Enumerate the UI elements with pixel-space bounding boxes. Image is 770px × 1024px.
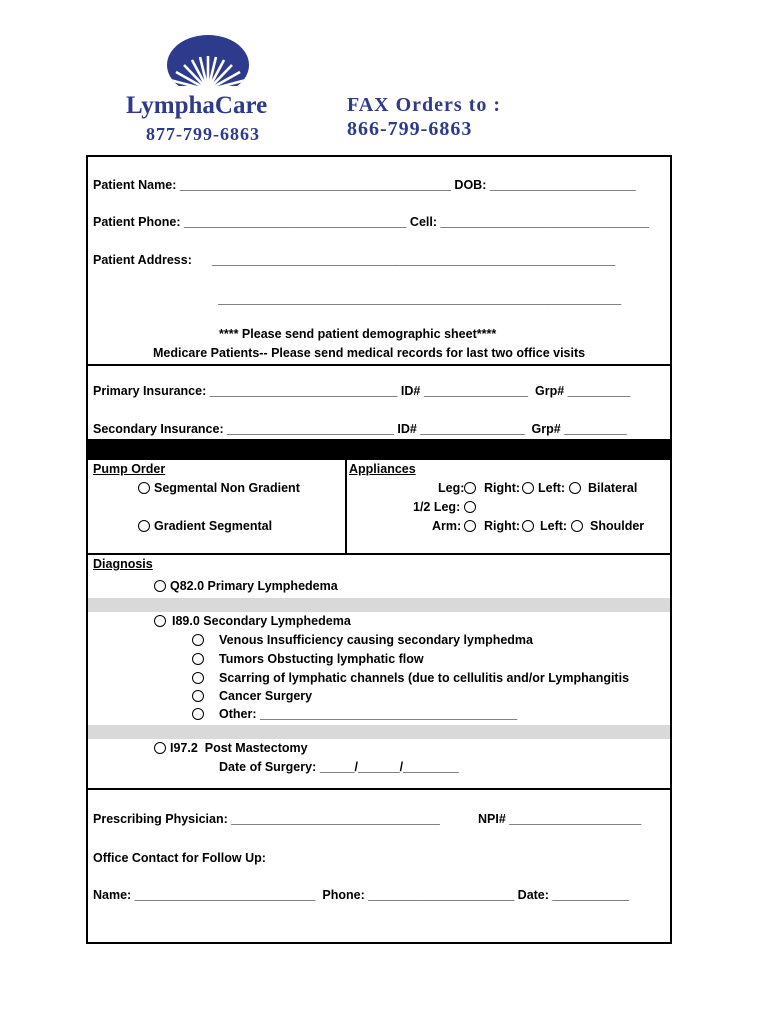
fax-number: 866-799-6863 — [347, 118, 473, 140]
tumors-radio[interactable] — [192, 653, 204, 665]
scarring-label: Scarring of lymphatic channels (due to cellulitis and/or Lymphangitis — [219, 671, 630, 685]
tumors-label: Tumors Obstucting lymphatic flow — [219, 652, 424, 666]
logo — [166, 34, 250, 96]
other-radio[interactable] — [192, 708, 204, 720]
venous-label: Venous Insufficiency causing secondary lymphedma — [219, 633, 533, 647]
brand-phone: 877-799-6863 — [146, 124, 260, 144]
fax-label: FAX Orders to : — [347, 94, 502, 116]
arm-left-label: Left: — [540, 519, 568, 533]
venous-radio[interactable] — [192, 634, 204, 646]
cancer-surgery-label: Cancer Surgery — [219, 689, 313, 703]
brand-name: LymphaCare — [126, 92, 268, 119]
primary-insurance-field[interactable]: Primary Insurance: ___________________________ ID# _______________ Grp# _________ — [93, 384, 631, 398]
i97-radio[interactable] — [154, 742, 166, 754]
i89-radio[interactable] — [154, 615, 166, 627]
cancer-surgery-radio[interactable] — [192, 690, 204, 702]
other-field[interactable]: Other: _____________________________________ — [219, 707, 518, 721]
leg-right-radio[interactable] — [522, 482, 534, 494]
appliances-heading: Appliances — [349, 462, 416, 476]
arm-left-radio[interactable] — [571, 520, 583, 532]
divider-after-patient — [86, 364, 672, 366]
half-leg-radio[interactable] — [464, 501, 476, 513]
gradient-segmental-radio[interactable] — [138, 520, 150, 532]
secondary-insurance-field[interactable]: Secondary Insurance: ________________________ ID# _______________ Grp# _________ — [93, 422, 627, 436]
divider-after-diagnosis — [86, 788, 672, 790]
leg-left-radio[interactable] — [569, 482, 581, 494]
leg-label: Leg: — [438, 481, 465, 495]
segmental-non-gradient-label: Segmental Non Gradient — [154, 481, 300, 495]
npi-field[interactable]: NPI# ___________________ — [478, 812, 642, 826]
pump-appliance-divider — [345, 460, 347, 554]
medicare-note: Medicare Patients-- Please send medical records for last two office visits — [153, 346, 586, 360]
divider-after-pump — [86, 553, 672, 555]
shoulder-label: Shoulder — [590, 519, 645, 533]
arm-radio[interactable] — [464, 520, 476, 532]
office-contact-label: Office Contact for Follow Up: — [93, 851, 266, 865]
half-leg-label: 1/2 Leg: — [413, 500, 461, 514]
patient-name-field[interactable]: Patient Name: _______________________________________ DOB: _____________________ — [93, 178, 636, 192]
surgery-date-field[interactable]: Date of Surgery: _____/______/________ — [219, 760, 459, 774]
arm-right-radio[interactable] — [522, 520, 534, 532]
leg-radio[interactable] — [464, 482, 476, 494]
leg-right-label: Right: — [484, 481, 521, 495]
patient-address-label: Patient Address: — [93, 253, 192, 267]
patient-address-line2[interactable]: __________________________________________________________ — [218, 292, 622, 306]
bilateral-label: Bilateral — [588, 481, 638, 495]
diagnosis-heading: Diagnosis — [93, 557, 153, 571]
prescribing-physician-field[interactable]: Prescribing Physician: ______________________________ — [93, 812, 440, 826]
patient-address-line1[interactable]: __________________________________________________________ — [212, 253, 616, 267]
gray-band-1 — [88, 598, 670, 612]
contact-name-phone-date-field[interactable]: Name: __________________________ Phone: _____________________ Date: ___________ — [93, 888, 629, 902]
i89-label: I89.0 Secondary Lymphedema — [172, 614, 351, 628]
q82-label: Q82.0 Primary Lymphedema — [170, 579, 338, 593]
arm-right-label: Right: — [484, 519, 521, 533]
i97-label: I97.2 Post Mastectomy — [170, 741, 308, 755]
gradient-segmental-label: Gradient Segmental — [154, 519, 273, 533]
patient-phone-field[interactable]: Patient Phone: ________________________________ Cell: ______________________________ — [93, 215, 650, 229]
segmental-non-gradient-radio[interactable] — [138, 482, 150, 494]
leg-left-label: Left: — [538, 481, 566, 495]
pump-order-heading: Pump Order — [93, 462, 166, 476]
logo-sunburst-icon — [166, 34, 250, 96]
demographic-note: **** Please send patient demographic sheet**** — [219, 327, 497, 341]
black-band — [86, 439, 672, 460]
arm-label: Arm: — [432, 519, 462, 533]
scarring-radio[interactable] — [192, 672, 204, 684]
gray-band-2 — [88, 725, 670, 739]
q82-radio[interactable] — [154, 580, 166, 592]
